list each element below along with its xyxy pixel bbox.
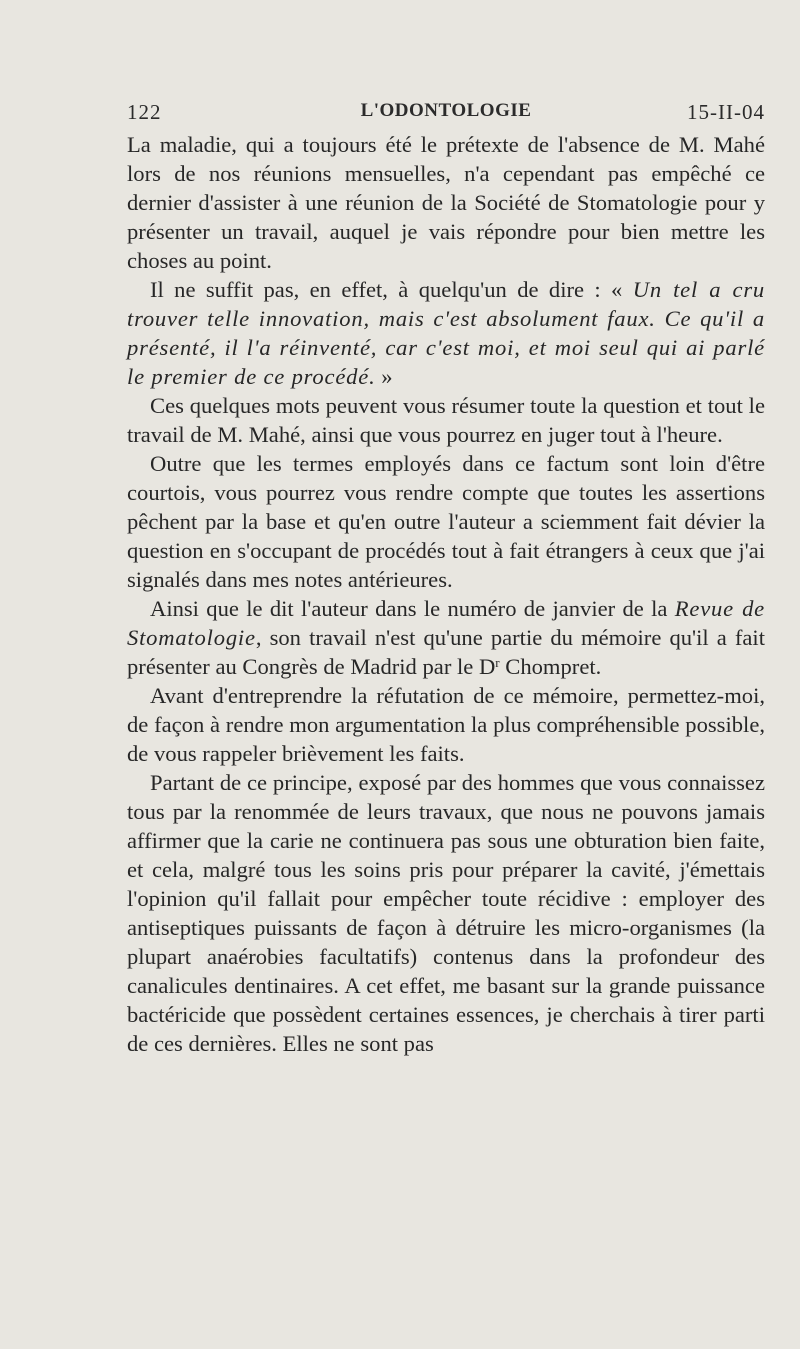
paragraph-lead: Ainsi que le dit l'auteur dans le numéro de janvier de la [150,596,675,621]
paragraph: Partant de ce principe, exposé par des hommes que vous connaissez tous par la renommée de leurs travaux, que nous ne pouvons jamais affirmer que la carie ne continuera pas sous une obturation bien faite, et cela, malgré tous les soins pris pour préparer la cavité, j'émettais l'opinion qu'il fallait pour empêcher toute récidive : employer des antiseptiques puissants de façon à détruire les micro-organismes (la plupart anaérobies facultatifs) contenus dans la profondeur des canalicules dentinaires. A cet effet, me basant sur la grande puissance bactéricide que possèdent certaines essences, je cherchais à tirer parti de ces dernières. Elles ne sont pas [127,770,765,1056]
paragraph-lead: Il ne suffit pas, en effet, à quelqu'un de dire : « [150,277,633,302]
paragraph-tail: » [375,364,393,389]
paragraph [127,275,765,391]
paragraph: Outre que les termes employés dans ce factum sont loin d'être courtois, vous pourrez vous rendre compte que toutes les assertions pêchent par la base et qu'en outre l'auteur a sciemment fait dévier la question en s'occupant de procédés tout à fait étrangers à ceux que j'ai signalés dans mes notes antérieures. [127,451,765,592]
paragraph: Ces quelques mots peuvent vous résumer toute la question et tout le travail de M. Mahé, ainsi que vous pourrez en juger tout à l'heure. [127,393,765,447]
paragraph-end: Chompret. [499,654,602,679]
page-number: 122 [127,100,162,124]
paragraph-tail: , son travail n'est qu'une partie du mémoire qu'il a fait présenter au Congrès de Madrid par le D [127,625,765,679]
body-text [127,130,765,1058]
journal-title: L'ODONTOLOGIE [360,100,532,121]
title-superscript: r [495,655,500,670]
quotation-italic: Un tel a cru trouver telle innovation, mais c'est absolument faux. Ce qu'il a présenté, il l'a réinventé, car c'est moi, et moi seul qui ai parlé le premier de ce procédé. [127,277,766,389]
paragraph: La maladie, qui a toujours été le prétexte de l'absence de M. Mahé lors de nos réunions mensuelles, n'a cependant pas empêché ce dernier d'assister à une réunion de la Société de Stomatologie pour y présenter un travail, auquel je vais répondre pour bien mettre les choses au point. [127,132,765,273]
running-header [127,96,765,126]
paragraph [127,594,765,681]
paragraph: Avant d'entreprendre la réfutation de ce mémoire, permettez-moi, de façon à rendre mon argumentation la plus compréhensible possible, de vous rappeler brièvement les faits. [127,683,765,766]
issue-date: 15-II-04 [687,100,765,124]
journal-name-italic: Revue de Stomatologie [127,596,765,650]
